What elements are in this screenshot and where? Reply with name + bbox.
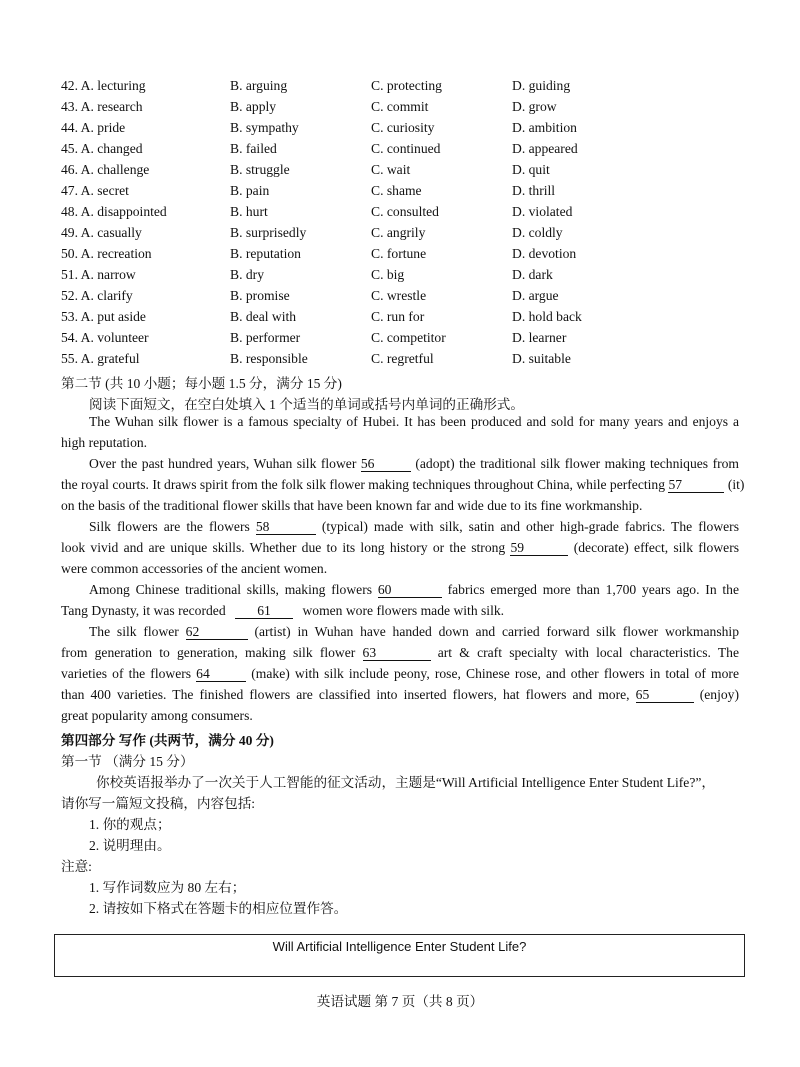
option-d[interactable]: D. guiding [512, 78, 571, 93]
option-row [61, 99, 761, 120]
answer-title-box [54, 934, 745, 977]
option-row [61, 309, 761, 330]
option-d[interactable]: D. coldly [512, 225, 563, 240]
option-a[interactable]: 44. A. pride [61, 120, 126, 135]
option-a[interactable]: 48. A. disappointed [61, 204, 167, 219]
section2-heading: 第二节 (共 10 小题；每小题 1.5 分，满分 15 分) [61, 376, 342, 391]
option-b[interactable]: B. struggle [230, 162, 290, 177]
option-d[interactable]: D. appeared [512, 141, 578, 156]
blank-65[interactable]: 65 [636, 688, 694, 703]
option-row [61, 141, 761, 162]
page-footer: 英语试题 第 7 页（共 8 页） [316, 994, 484, 1009]
option-b[interactable]: B. dry [230, 267, 264, 282]
blank-58[interactable]: 58 [256, 520, 316, 535]
blank-63[interactable]: 63 [363, 646, 431, 661]
option-b[interactable]: B. performer [230, 330, 301, 345]
option-a[interactable]: 53. A. put aside [61, 309, 146, 324]
option-row [61, 183, 761, 204]
passage-p2-line3: on the basis of the traditional flower skills that have been known far and wide due to its fine workmanship. [61, 498, 643, 513]
option-c[interactable]: C. curiosity [371, 120, 435, 135]
option-c[interactable]: C. protecting [371, 78, 442, 93]
option-a[interactable]: 49. A. casually [61, 225, 142, 240]
option-d[interactable]: D. devotion [512, 246, 577, 261]
option-c[interactable]: C. angrily [371, 225, 426, 240]
option-d[interactable]: D. grow [512, 99, 557, 114]
blank-56[interactable]: 56 [361, 457, 411, 472]
passage-p2-line2: the royal courts. It draws spirit from the folk silk flower making techniques throughout China, while perfecting 57 (it) [61, 477, 745, 492]
option-a[interactable]: 46. A. challenge [61, 162, 150, 177]
writing-item-1: 1. 你的观点； [89, 817, 171, 832]
note-item-2: 2. 请按如下格式在答题卡的相应位置作答。 [89, 901, 348, 916]
option-row [61, 267, 761, 288]
passage-p4-line1: Among Chinese traditional skills, making flowers 60 fabrics emerged more than 1,700 years ago. In the [89, 582, 740, 597]
passage-p5-line3: varieties of the flowers 64 (make) with silk include peony, rose, Chinese rose, and other flowers in total of more [61, 666, 739, 681]
blank-62[interactable]: 62 [186, 625, 248, 640]
option-c[interactable]: C. wrestle [371, 288, 427, 303]
option-b[interactable]: B. reputation [230, 246, 301, 261]
option-b[interactable]: B. failed [230, 141, 277, 156]
option-b[interactable]: B. deal with [230, 309, 297, 324]
option-row [61, 162, 761, 183]
option-c[interactable]: C. fortune [371, 246, 427, 261]
option-a[interactable]: 45. A. changed [61, 141, 143, 156]
option-row [61, 351, 761, 372]
option-b[interactable]: B. responsible [230, 351, 308, 366]
option-c[interactable]: C. commit [371, 99, 429, 114]
writing-item-2: 2. 说明理由。 [89, 838, 171, 853]
option-d[interactable]: D. learner [512, 330, 567, 345]
option-row [61, 288, 761, 309]
option-row [61, 78, 761, 99]
passage-p5-line2: from generation to generation, making silk flower 63 art & craft specialty with local characteristics. The [61, 645, 739, 660]
answer-box-title: Will Artificial Intelligence Enter Student Life? [272, 939, 527, 954]
option-a[interactable]: 55. A. grateful [61, 351, 140, 366]
passage-p4-line2: Tang Dynasty, it was recorded 61 women wore flowers made with silk. [61, 603, 505, 618]
option-d[interactable]: D. thrill [512, 183, 556, 198]
option-c[interactable]: C. regretful [371, 351, 434, 366]
option-d[interactable]: D. violated [512, 204, 573, 219]
option-row [61, 225, 761, 246]
option-b[interactable]: B. arguing [230, 78, 288, 93]
option-c[interactable]: C. big [371, 267, 405, 282]
option-b[interactable]: B. hurt [230, 204, 268, 219]
note-item-1: 1. 写作词数应为 80 左右； [89, 880, 246, 895]
option-row [61, 120, 761, 141]
writing-prompt-line2: 请你写一篇短文投稿，内容包括: [61, 796, 256, 811]
option-d[interactable]: D. dark [512, 267, 553, 282]
option-c[interactable]: C. consulted [371, 204, 439, 219]
option-a[interactable]: 51. A. narrow [61, 267, 136, 282]
passage-p3-line1: Silk flowers are the flowers 58 (typical) made with silk, satin and other high-grade fabrics. The flowers [89, 519, 739, 534]
option-row [61, 204, 761, 225]
option-row [61, 246, 761, 267]
blank-59[interactable]: 59 [510, 541, 568, 556]
part4-heading: 第四部分 写作 (共两节，满分 40 分) [61, 733, 274, 748]
option-b[interactable]: B. promise [230, 288, 290, 303]
option-b[interactable]: B. pain [230, 183, 270, 198]
passage-p1-line1: The Wuhan silk flower is a famous specialty of Hubei. It has been produced and sold for many years and enjoys a [89, 414, 739, 429]
option-d[interactable]: D. ambition [512, 120, 577, 135]
passage-p1-line2: high reputation. [61, 435, 148, 450]
option-d[interactable]: D. hold back [512, 309, 582, 324]
note-label: 注意: [61, 859, 92, 874]
option-a[interactable]: 47. A. secret [61, 183, 129, 198]
option-d[interactable]: D. argue [512, 288, 559, 303]
blank-64[interactable]: 64 [196, 667, 246, 682]
option-c[interactable]: C. run for [371, 309, 425, 324]
option-row [61, 330, 761, 351]
part4-section1: 第一节 （满分 15 分） [61, 754, 194, 769]
blank-61[interactable]: 61 [235, 604, 293, 619]
section2-instruction: 阅读下面短文，在空白处填入 1 个适当的单词或括号内单词的正确形式。 [89, 397, 524, 412]
passage-p5-line5: great popularity among consumers. [61, 708, 253, 723]
option-a[interactable]: 54. A. volunteer [61, 330, 149, 345]
option-d[interactable]: D. quit [512, 162, 550, 177]
passage-p5-line1: The silk flower 62 (artist) in Wuhan have handed down and carried forward silk flower workmanship [89, 624, 740, 639]
option-a[interactable]: 52. A. clarify [61, 288, 133, 303]
option-a[interactable]: 50. A. recreation [61, 246, 152, 261]
option-c[interactable]: C. competitor [371, 330, 446, 345]
option-a[interactable]: 42. A. lecturing [61, 78, 146, 93]
option-c[interactable]: C. shame [371, 183, 422, 198]
option-b[interactable]: B. apply [230, 99, 277, 114]
option-c[interactable]: C. wait [371, 162, 411, 177]
passage-p3-line3: were common accessories of the ancient women. [61, 561, 328, 576]
passage-p5-line4: than 400 varieties. The finished flowers are classified into inserted flowers, hat flowers and more, 65 (enjoy) [61, 687, 739, 702]
passage-p2-line1: Over the past hundred years, Wuhan silk flower 56 (adopt) the traditional silk flower making techniques from [89, 456, 739, 471]
option-c[interactable]: C. continued [371, 141, 441, 156]
blank-57[interactable]: 57 [668, 478, 724, 493]
option-d[interactable]: D. suitable [512, 351, 571, 366]
writing-prompt-line1: 你校英语报举办了一次关于人工智能的征文活动，主题是“Will Artificial Intelligence Enter Student Life?”， [96, 775, 715, 790]
option-b[interactable]: B. sympathy [230, 120, 299, 135]
passage-p3-line2: look vivid and are unique skills. Whether due to its long history or the strong 59 (decorate) effect, silk flowers [61, 540, 740, 555]
blank-60[interactable]: 60 [378, 583, 442, 598]
option-b[interactable]: B. surprisedly [230, 225, 307, 240]
option-a[interactable]: 43. A. research [61, 99, 143, 114]
